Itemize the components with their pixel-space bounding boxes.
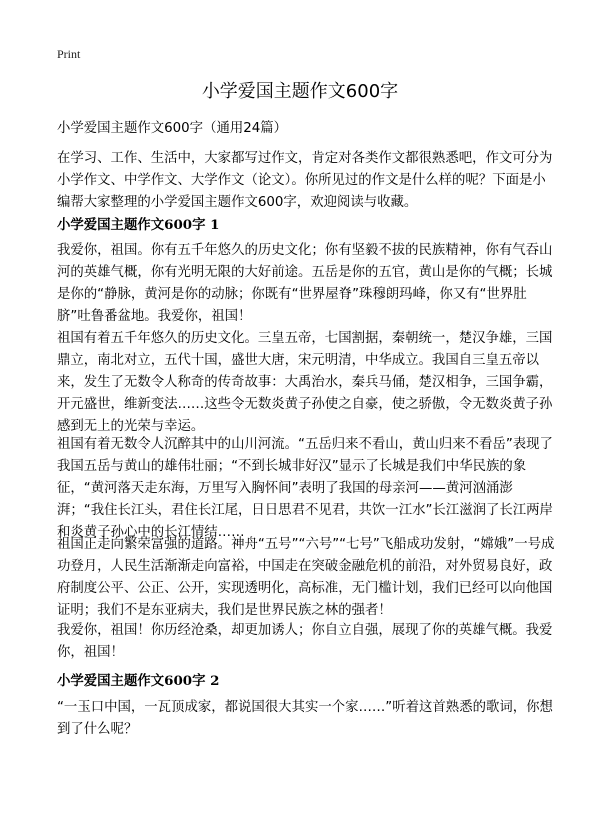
paragraph: 祖国有着五千年悠久的历史文化。三皇五帝，七国割据，秦朝统一，楚汉争雄，三国鼎立，南北对立，五代十国，盛世大唐，宋元明清，中华成立。我国自三皇五帝以来，发生了无数令人称奇的传奇故事：大禹治水，秦兵马俑，楚汉相争，三国争霸，开元盛世，维新变法……这些令无数炎黄子孙使之自豪，使之骄傲，令无数炎黄子孙感到无上的光荣与幸运。 <box>57 331 553 434</box>
intro-paragraph: 在学习、工作、生活中，大家都写过作文，肯定对各类作文都很熟悉吧，作文可分为小学作文、中学作文、大学作文（论文）。你所见过的作文是什么样的呢？下面是小编帮大家整理的小学爱国主题作文600字，欢迎阅读与收藏。 <box>57 151 553 210</box>
document-subtitle: 小学爱国主题作文600字（通用24篇） <box>57 121 288 136</box>
paragraph: 我爱你，祖国！你历经沧桑，却更加诱人；你自立自强，展现了你的英雄气概。我爱你，祖国！ <box>57 623 553 660</box>
section-heading-1: 小学爱国主题作文600字 1 <box>57 217 220 233</box>
print-label[interactable]: Print <box>57 47 81 61</box>
paragraph: 祖国正走向繁荣富强的道路。神舟“五号”“六号”“七号”飞船成功发射，“嫦娥”一号成功登月，人民生活渐渐走向富裕，中国走在突破金融危机的前沿，对外贸易良好，政府制度公平、公正、公开，实现透明化，高标准，无门槛计划，我们已经可以向他国证明；我们不是东亚病夫，我们是世界民族之林的强者！ <box>57 537 555 618</box>
paragraph: 我爱你，祖国。你有五千年悠久的历史文化；你有坚毅不拔的民族精神，你有气吞山河的英雄气概，你有光明无限的大好前途。五岳是你的五官，黄山是你的气概；长城是你的“静脉，黄河是你的动脉；你既有“世界屋脊”珠穆朗玛峰，你又有“世界肚脐”吐鲁番盆地。我爱你，祖国！ <box>57 243 553 324</box>
section-heading-2: 小学爱国主题作文600字 2 <box>57 673 220 689</box>
paragraph: 祖国有着无数令人沉醉其中的山川河流。“五岳归来不看山，黄山归来不看岳”表现了我国五岳与黄山的雄伟壮丽；“不到长城非好汉”显示了长城是我们中华民族的象征，“黄河落天走东海，万里写入胸怀间”表明了我国的母亲河——黄河汹涌澎湃；“我住长江头，君住长江尾，日日思君不见君，共饮一江水”长江滋润了长江两岸和炎黄子孙心中的长江情结…… <box>57 437 553 540</box>
paragraph: “一玉口中国，一瓦顶成家，都说国很大其实一个家……”听着这首熟悉的歌词，你想到了什么呢？ <box>57 700 553 737</box>
page-title: 小学爱国主题作文600字 <box>201 81 399 102</box>
